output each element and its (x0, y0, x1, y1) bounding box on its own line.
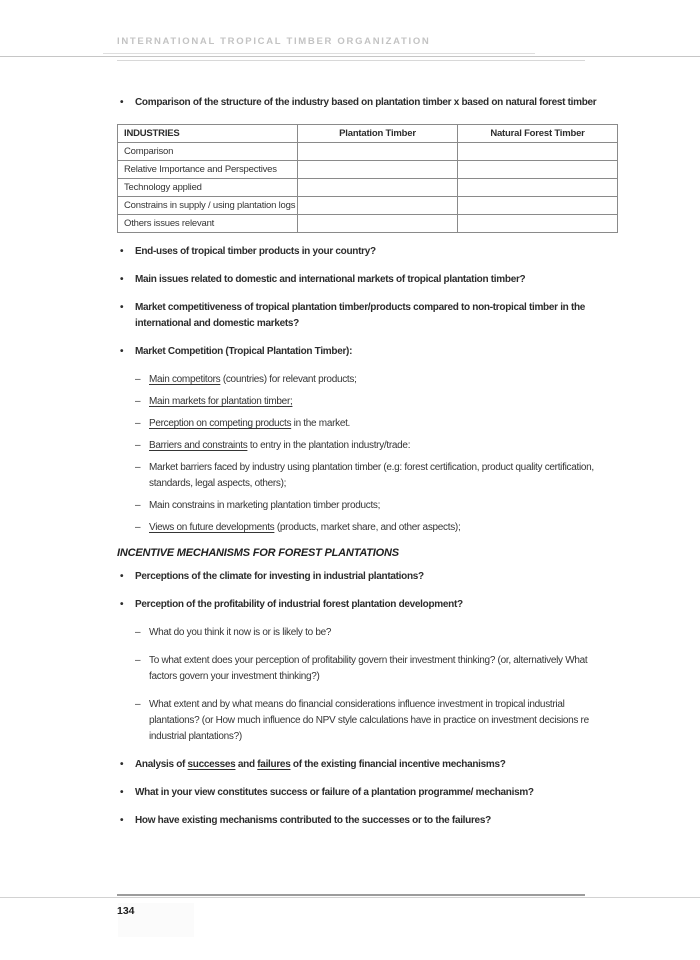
underlined-text: failures (257, 759, 291, 770)
table-cell-empty (458, 215, 618, 233)
sub-item-barriers-constraints (135, 438, 617, 454)
text-segment: to entry in the plantation industry/trade: (247, 440, 411, 451)
question-end-uses: • End-uses of tropical timber products in your country? (117, 244, 617, 260)
table-row (118, 197, 618, 215)
question-perceptions-climate: • Perceptions of the climate for investing in industrial plantations? (117, 569, 617, 585)
question-main-issues: • Main issues related to domestic and international markets of tropical plantation timber? (117, 272, 617, 288)
underlined-text: Barriers and constraints (149, 440, 248, 451)
underlined-text: Views on future developments (149, 522, 275, 533)
table-cell-empty (458, 197, 618, 215)
header-org-title: INTERNATIONAL TROPICAL TIMBER ORGANIZATION (117, 36, 431, 47)
underlined-text: successes (187, 759, 236, 770)
table-row (118, 161, 618, 179)
industries-comparison-table (117, 124, 618, 233)
sub-item-market-barriers (135, 460, 617, 492)
text-segment: Market barriers faced by industry using plantation timber (e.g: forest certification, product quality certification, standards, legal aspects, others); (149, 462, 594, 489)
text-segment: (products, market share, and other aspects); (274, 522, 461, 533)
underlined-text: Perception on competing products (149, 418, 292, 429)
table-row (118, 143, 618, 161)
question-analysis-successes-failures (117, 757, 617, 773)
text-segment: in the market. (291, 418, 351, 429)
page-number: 134 (117, 905, 135, 917)
section-heading-incentive-mechanisms: INCENTIVE MECHANISMS FOR FOREST PLANTATIONS (117, 547, 399, 559)
header-rule-full-width (0, 56, 700, 57)
table-row (118, 215, 618, 233)
row-label: Comparison (118, 143, 298, 161)
question-comparison: • Comparison of the structure of the industry based on plantation timber x based on natural forest timber (117, 95, 617, 111)
text-segment: Main constrains in marketing plantation timber products; (149, 500, 381, 511)
table-header-row (118, 125, 618, 143)
column-header-plantation-timber: Plantation Timber (298, 125, 458, 143)
row-label: Relative Importance and Perspectives (118, 161, 298, 179)
table-cell-empty (298, 179, 458, 197)
sub-item-main-markets (135, 394, 617, 410)
row-label: Technology applied (118, 179, 298, 197)
sub-item-extent-perception: – To what extent does your perception of profitability govern their investment thinking? (or, alternatively What factors govern your investment thinking?) (135, 653, 617, 685)
sub-item-main-constrains (135, 498, 617, 514)
table-cell-empty (298, 215, 458, 233)
table-cell-empty (298, 143, 458, 161)
row-label: Constrains in supply / using plantation logs (118, 197, 298, 215)
sub-item-financial-considerations: – What extent and by what means do financial considerations influence investment in tropical industrial plantations? (or How much influence do NPV style calculations have in practice on investment decisions re industrial plantations?) (135, 697, 617, 745)
question-perception-profitability: • Perception of the profitability of industrial forest plantation development? (117, 597, 617, 613)
sub-item-future-developments (135, 520, 617, 536)
footer-rule-light (0, 897, 700, 898)
text-segment: (countries) for relevant products; (220, 374, 357, 385)
question-market-competition: • Market Competition (Tropical Plantation Timber): (117, 344, 617, 360)
column-header-industries: INDUSTRIES (118, 125, 298, 143)
table-cell-empty (298, 161, 458, 179)
market-competition-sublist (135, 372, 617, 536)
table-cell-empty (458, 143, 618, 161)
table-cell-empty (458, 161, 618, 179)
table-row (118, 179, 618, 197)
header-rule-lower (117, 60, 585, 61)
page-content (117, 95, 617, 841)
question-mechanisms-contribution: • How have existing mechanisms contributed to the successes or to the failures? (117, 813, 617, 829)
row-label: Others issues relevant (118, 215, 298, 233)
text-segment: of the existing financial incentive mechanisms? (290, 759, 506, 770)
question-competitiveness: • Market competitiveness of tropical plantation timber/products compared to non-tropical timber in the international and domestic markets? (117, 300, 617, 332)
sub-item-think-now: – What do you think it now is or is likely to be? (135, 625, 617, 641)
table-cell-empty (458, 179, 618, 197)
text-segment: and (235, 759, 258, 770)
column-header-natural-forest-timber: Natural Forest Timber (458, 125, 618, 143)
sub-item-perception-competing (135, 416, 617, 432)
table-cell-empty (298, 197, 458, 215)
footer-rule-dark (117, 894, 585, 896)
profitability-sublist (135, 625, 617, 745)
header-rule-upper (103, 53, 535, 54)
text-segment: Analysis of (135, 759, 188, 770)
underlined-text: Main markets for plantation timber; (149, 396, 293, 407)
sub-item-main-competitors (135, 372, 617, 388)
underlined-text: Main competitors (149, 374, 221, 385)
question-success-failure-definition: • What in your view constitutes success or failure of a plantation programme/ mechanism? (117, 785, 617, 801)
